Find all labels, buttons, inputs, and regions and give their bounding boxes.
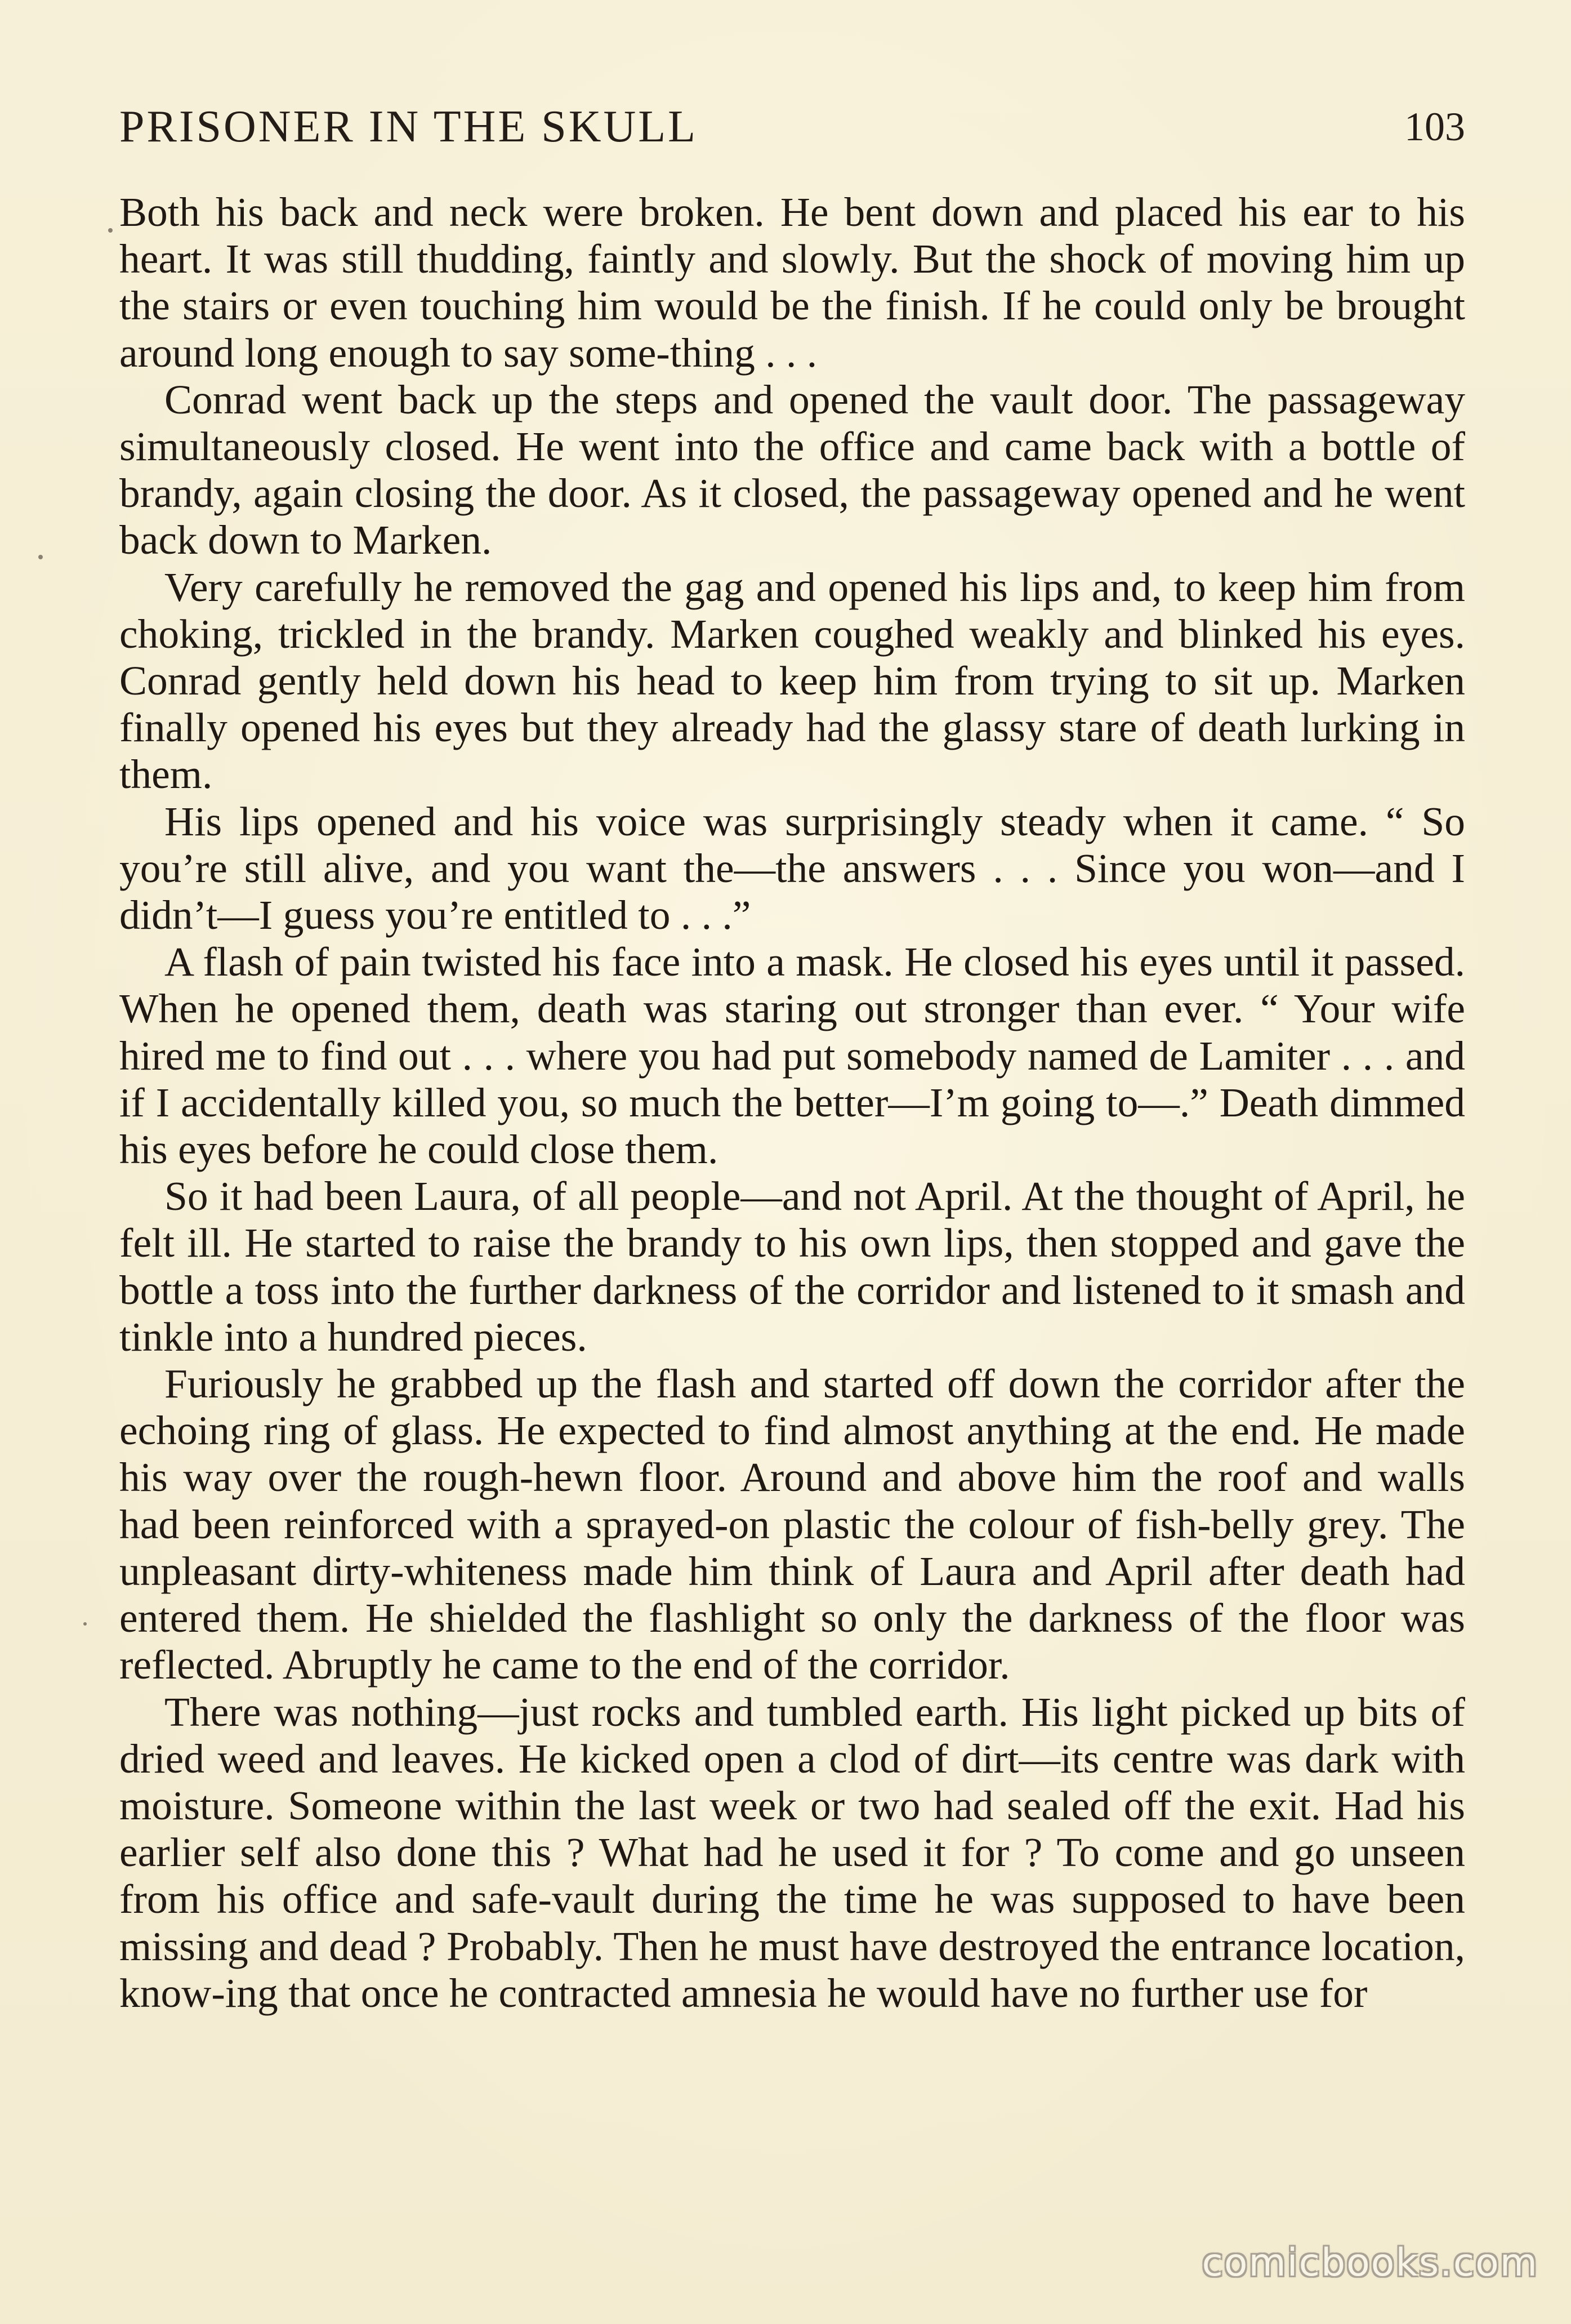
paragraph-8: There was nothing—just rocks and tumbled earth. His light picked up bits of dried weed and leaves. He kicked open a clod of dirt—its centre was dark with moisture. Someone within the last week or two had sealed off the exit. Had his earlier self also done this ? What had he used it for ? To come and go unseen from his office and safe-vault during the time he was supposed to have been missing and dead ? Probably. Then he must have destroyed the entrance location, know-ing that once he contracted amnesia he would have no further use for xyxy=(119,1689,1465,2016)
watermark-logo: comicbooks.com xyxy=(1202,2241,1538,2285)
paragraph-5: A flash of pain twisted his face into a mask. He closed his eyes until it passed. When he opened them, death was staring out stronger than ever. “ Your wife hired me to find out . . . where you had put somebody named de Lamiter . . . and if I accidentally killed you, so much the better—I’m going to—.” Death dimmed his eyes before he could close them. xyxy=(119,939,1465,1173)
ink-speck xyxy=(38,555,43,559)
body-text xyxy=(119,189,1465,2016)
ink-speck xyxy=(108,228,113,233)
page-header xyxy=(119,96,1465,158)
paragraph-2: Conrad went back up the steps and opened the vault door. The passageway simultaneously closed. He went into the office and came back with a bottle of brandy, again closing the door. As it closed, the passageway opened and he went back down to Marken. xyxy=(119,376,1465,563)
paragraph-6: So it had been Laura, of all people—and not April. At the thought of April, he felt ill. He started to raise the brandy to his own lips, then stopped and gave the bottle a toss into the further darkness of the corridor and listened to it smash and tinkle into a hundred pieces. xyxy=(119,1173,1465,1360)
page-number: 103 xyxy=(1404,104,1465,149)
paragraph-4: His lips opened and his voice was surprisingly steady when it came. “ So you’re still alive, and you want the—the answers . . . Since you won—and I didn’t—I guess you’re entitled to . . .” xyxy=(119,798,1465,938)
ink-speck xyxy=(83,1622,87,1626)
paragraph-3: Very carefully he removed the gag and opened his lips and, to keep him from choking, trickled in the brandy. Marken coughed weakly and blinked his eyes. Conrad gently held down his head to keep him from trying to sit up. Marken finally opened his eyes but they already had the glassy stare of death lurking in them. xyxy=(119,564,1465,798)
paragraph-1: Both his back and neck were broken. He bent down and placed his ear to his heart. It was still thudding, faintly and slowly. But the shock of moving him up the stairs or even touching him would be the finish. If he could only be brought around long enough to say some-thing . . . xyxy=(119,189,1465,376)
running-title: PRISONER IN THE SKULL xyxy=(119,102,698,152)
paragraph-7: Furiously he grabbed up the flash and started off down the corridor after the echoing ring of glass. He expected to find almost anything at the end. He made his way over the rough-hewn floor. Around and above him the roof and walls had been reinforced with a sprayed-on plastic the colour of fish-belly grey. The unpleasant dirty-whiteness made him think of Laura and April after death had entered them. He shielded the flashlight so only the darkness of the floor was reflected. Abruptly he came to the end of the corridor. xyxy=(119,1361,1465,1688)
